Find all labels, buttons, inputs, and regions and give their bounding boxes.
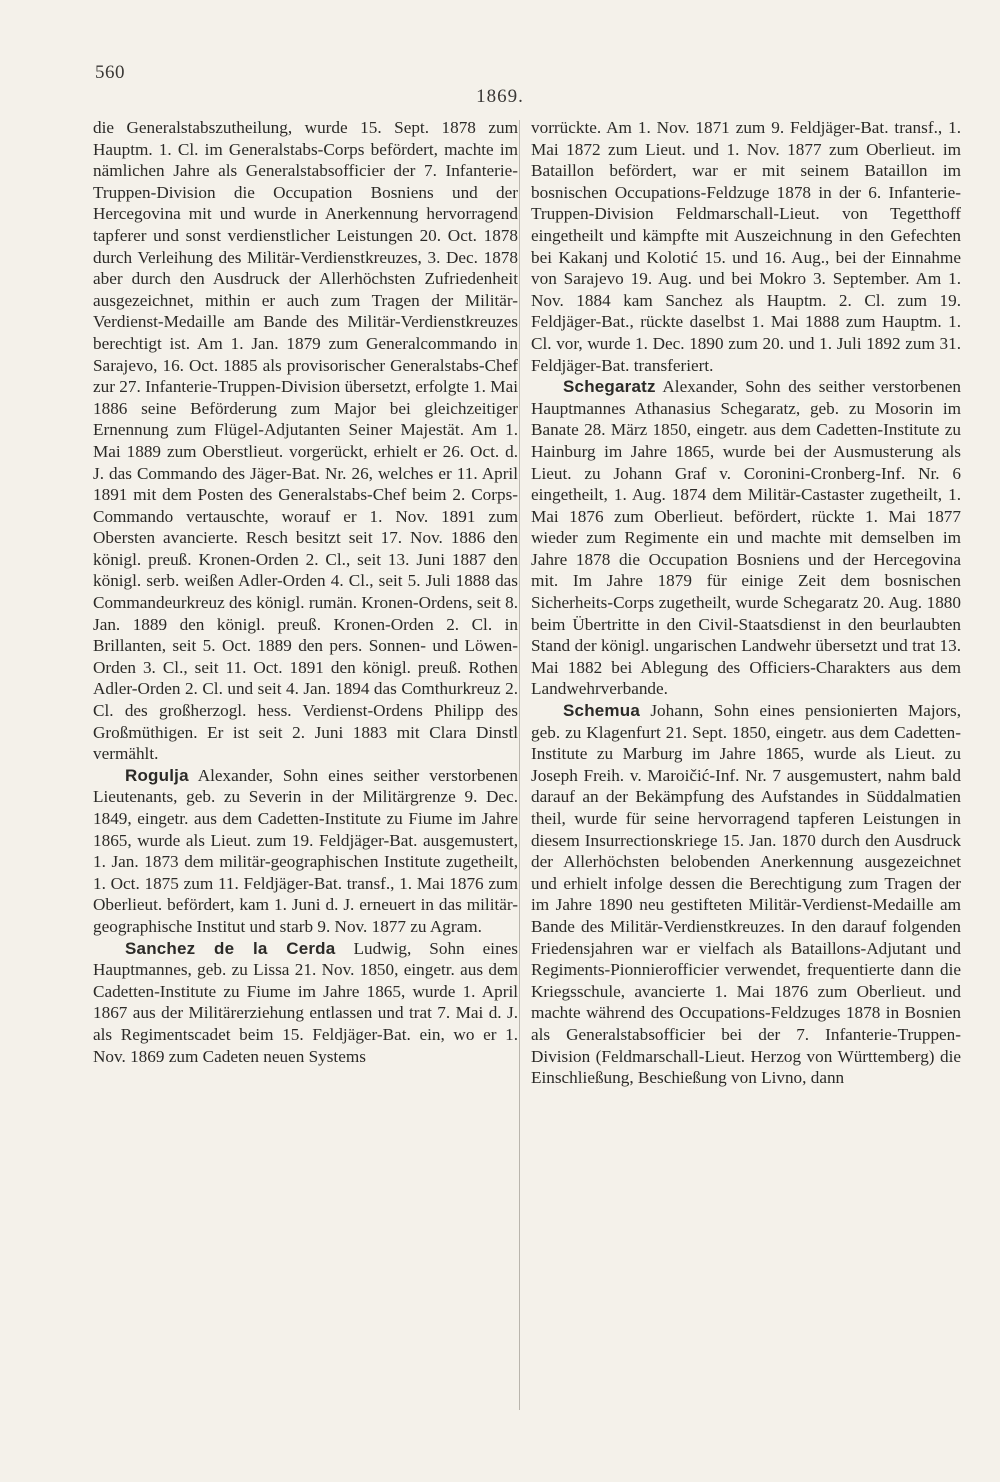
running-head-year: 1869.: [476, 86, 524, 107]
entry-text: Ludwig, Sohn eines Hauptmannes, geb. zu Lissa 21. Nov. 1850, eingetr. aus dem Cadetten-Institute zu Fiume im Jahre 1865, wurde 1. April 1867 aus der Militärerziehung entlassen und trat 7. Mai d. J. als Regimentscadet beim 15. Feldjäger-Bat. ein, wo er 1. Nov. 1869 zum Cadeten neuen Systems: [93, 938, 518, 1066]
entry-surname: Rogulja: [125, 765, 189, 785]
entry-rogulja: [93, 765, 518, 938]
entry-continuation-resch: die Generalstabszutheilung, wurde 15. Sept. 1878 zum Hauptm. 1. Cl. im Generalstabs-Corps befördert, machte im nämlichen Jahre als Generalstabsofficier der 7. Infanterie-Truppen-Division die Occupation Bosniens und der Hercegovina mit und wurde in Anerkennung hervorragend tapferer und sonst verdienstlicher Leistungen 20. Oct. 1878 durch Verleihung des Militär-Verdienstkreuzes, 3. Dec. 1878 aber durch den Ausdruck der Allerhöchsten Zufriedenheit ausgezeichnet, mithin er auch zum Tragen der Militär-Verdienst-Medaille am Bande des Militär-Verdienstkreuzes berechtigt ist. Am 1. Jan. 1879 zum Generalcommando in Sarajevo, 16. Oct. 1885 als provisorischer Generalstabs-Chef zur 27. Infanterie-Truppen-Division übersetzt, erfolgte 1. Mai 1886 seine Beförderung zum Major bei gleichzeitiger Ernennung zum Flügel-Adjutanten Seiner Majestät. Am 1. Mai 1889 zum Oberstlieut. vorgerückt, erhielt er 26. Oct. d. J. das Commando des Jäger-Bat. Nr. 26, welches er 11. April 1891 mit dem Posten des Generalstabs-Chef beim 2. Corps-Commando vertauschte, worauf er 1. Nov. 1891 zum Obersten avancierte. Resch besitzt seit 17. Nov. 1886 den königl. preuß. Kronen-Orden 2. Cl., seit 13. Juni 1887 den königl. serb. weißen Adler-Orden 4. Cl., seit 5. Juli 1888 das Commandeurkreuz des königl. rumän. Kronen-Ordens, seit 8. Jan. 1889 den königl. preuß. Kronen-Orden 2. Cl. in Brillanten, seit 5. Oct. 1889 den pers. Sonnen- und Löwen-Orden 3. Cl., seit 11. Oct. 1891 den königl. preuß. Rothen Adler-Orden 2. Cl. und seit 4. Jan. 1894 das Comthurkreuz 2. Cl. des großherzogl. hess. Verdienst-Ordens Philipp des Großmüthigen. Er ist seit 2. Juni 1883 mit Clara Dinstl vermählt.: [93, 118, 518, 764]
entry-text: Alexander, Sohn des seither verstorbenen Hauptmannes Athanasius Schegaratz, geb. zu Mosorin im Banate 28. März 1850, eingetr. aus dem Cadetten-Institute zu Hainburg im Jahre 1865, wurde bei der Ausmusterung als Lieut. zu Johann Graf v. Coronini-Cronberg-Inf. Nr. 6 eingetheilt, 1. Aug. 1874 dem Militär-Castaster zugetheilt, 1. Mai 1876 zum Oberlieut. befördert, rückte 1. Mai 1877 wieder zum Regimente ein und machte mit demselben im Jahre 1878 die Occupation Bosniens und der Hercegovina mit. Im Jahre 1879 für einige Zeit dem bosnischen Sicherheits-Corps zugetheilt, wurde Schegaratz 20. Aug. 1880 beim Übertritte in den Civil-Staatsdienst in den beurlaubten Stand der königl. ungarischen Landwehr übersetzt und trat 13. Mai 1882 bei Ablegung des Officiers-Charakters aus dem Landwehrverbande.: [531, 377, 961, 699]
entry-surname: Schegaratz: [563, 377, 656, 397]
left-column: [93, 117, 518, 1067]
right-column: [531, 117, 961, 1089]
entry-text: Alexander, Sohn eines seither verstorbenen Lieutenants, geb. zu Severin in der Militärgrenze 9. Dec. 1849, eingetr. aus dem Cadetten-Institute zu Fiume im Jahre 1865, wurde als Lieut. zum 19. Feldjäger-Bat. ausgemustert, 1. Jan. 1873 dem militär-geographischen Institute zugetheilt, 1. Oct. 1875 zum 11. Feldjäger-Bat. transf., 1. Mai 1876 zum Oberlieut. befördert, kam 1. Juni d. J. erneuert in das militär-geographische Institut und starb 9. Nov. 1877 zu Agram.: [93, 765, 518, 936]
entry-sanchez: [93, 938, 518, 1068]
entry-surname: Schemua: [563, 701, 640, 721]
entry-text: Johann, Sohn eines pensionierten Majors, geb. zu Klagenfurt 21. Sept. 1850, eingetr. aus dem Cadetten-Institute zu Marburg im Jahre 1865, wurde als Lieut. zu Joseph Freih. v. Maroičić-Inf. Nr. 7 ausgemustert, nahm bald darauf an der Bekämpfung des Aufstandes in Süddalmatien theil, wurde für seine hervorragend tapferen Leistungen in diesem Insurrectionskriege 15. Jan. 1870 durch den Ausdruck der Allerhöchsten belobenden Anerkennung ausgezeichnet und erhielt infolge dessen die Berechtigung zum Tragen der im Jahre 1890 neu gestifteten Militär-Verdienst-Medaille am Bande des Militär-Verdienstkreuzes. In den darauf folgenden Friedensjahren war er vielfach als Bataillons-Adjutant und Regiments-Pionnierofficier verwendet, frequentierte dann die Kriegsschule, avancierte 1. Mai 1876 zum Oberlieut. und machte während des Occupations-Feldzuges 1878 in Bosnien als Generalstabsofficier bei der 7. Infanterie-Truppen-Division (Feldmarschall-Lieut. Herzog von Württemberg) die Einschließung, Beschießung von Livno, dann: [531, 701, 961, 1088]
entry-continuation-sanchez: vorrückte. Am 1. Nov. 1871 zum 9. Feldjäger-Bat. transf., 1. Mai 1872 zum Lieut. und 1. Nov. 1877 zum Oberlieut. im Bataillon befördert, war er mit seinem Bataillon im bosnischen Occupations-Feldzuge 1878 in der 6. Infanterie-Truppen-Division Feldmarschall-Lieut. von Tegetthoff eingetheilt und kämpfte mit Auszeichnung in den Gefechten bei Kakanj und Kolotić 15. und 16. Aug., bei der Einnahme von Sarajevo 19. Aug. und bei Mokro 3. September. Am 1. Nov. 1884 kam Sanchez als Hauptm. 2. Cl. zum 19. Feldjäger-Bat., rückte daselbst 1. Mai 1888 zum Hauptm. 1. Cl. vor, wurde 1. Dec. 1890 zum 20. und 1. Juli 1892 zum 31. Feldjäger-Bat. transferiert.: [531, 118, 961, 375]
entry-schegaratz: [531, 376, 961, 700]
entry-schemua: [531, 700, 961, 1089]
column-divider: [519, 120, 520, 1410]
page-number: 560: [95, 62, 125, 83]
entry-surname: Sanchez de la Cerda: [125, 938, 336, 958]
